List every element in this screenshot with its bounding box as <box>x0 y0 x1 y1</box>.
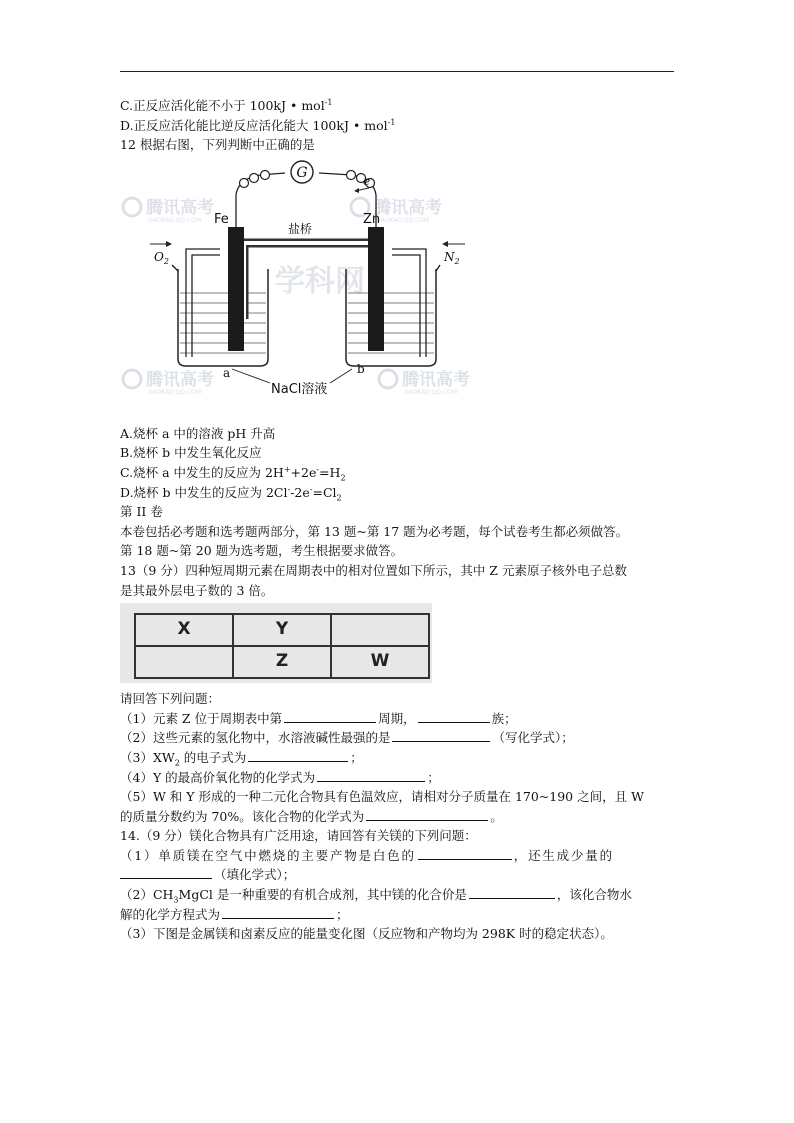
element-position-table <box>134 613 430 679</box>
q12-stem: 12 根据右图，下列判断中正确的是 <box>120 137 315 153</box>
answer-blank[interactable] <box>284 709 376 723</box>
o2-label: $O_2$ <box>154 249 169 266</box>
svg-text:腾讯高考: 腾讯高考 <box>146 197 214 218</box>
table-row <box>135 646 429 678</box>
q14-part-2-line-2: 解的化学方程式为 ； <box>120 906 349 922</box>
q13-part-2: （2）这些元素的氢化物中，水溶液碱性最强的是 （写化学式）； <box>120 730 574 746</box>
salt-bridge-label: 盐桥 <box>288 221 313 236</box>
periodic-table-excerpt <box>120 603 432 683</box>
beaker-b-label: b <box>357 361 365 376</box>
q12-option-c: C.烧杯 a 中发生的反应为 $2H^++2e^-=H_2$ <box>120 464 346 483</box>
q14-part-1-line-1: （1）单质镁在空气中燃烧的主要产物是白色的 ，还生成少量的 <box>120 847 614 863</box>
answer-blank[interactable] <box>317 768 425 782</box>
q13-stem-line-1: 13（9 分）四种短周期元素在周期表中的相对位置如下所示，其中 Z 元素原子核外电子总数 <box>120 562 627 578</box>
fe-electrode <box>228 227 244 351</box>
table-cell: W <box>331 646 429 678</box>
wire-coil <box>261 170 270 179</box>
electron-label: e- <box>363 173 373 188</box>
svg-text:腾讯高考: 腾讯高考 <box>374 197 442 218</box>
table-row <box>135 614 429 646</box>
table-cell: X <box>135 614 233 646</box>
n2-label: $N_2$ <box>444 249 460 266</box>
galvanometer-label: G <box>296 164 308 181</box>
answer-blank[interactable] <box>366 807 488 821</box>
watermark-top-left <box>123 197 214 224</box>
answer-blank[interactable] <box>469 885 555 899</box>
part-2-intro-line-1: 本卷包括必考题和选考题两部分，第 13 题~第 17 题为必考题，每个试卷考生都必须做答。 <box>120 523 629 539</box>
svg-text:腾讯高考: 腾讯高考 <box>402 369 470 390</box>
q11-option-c: C.正反应活化能不小于 100kJ • mol$^{-1}$ <box>120 97 333 113</box>
q11-option-d: D.正反应活化能比逆反应活化能大 100kJ • mol$^{-1}$ <box>120 117 396 133</box>
wire-coil <box>347 170 356 179</box>
table-cell: Z <box>233 646 331 678</box>
nacl-solution-label: NaCl溶液 <box>271 381 328 397</box>
wire-coil <box>240 178 249 187</box>
watermark-center: 学科网 <box>275 263 365 299</box>
answer-blank[interactable] <box>418 846 512 860</box>
answer-blank[interactable] <box>392 728 490 742</box>
watermark-bottom-right <box>379 369 470 396</box>
beaker-a-label: a <box>223 365 231 380</box>
header-rule <box>120 71 674 72</box>
q13-stem-line-2: 是其最外层电子数的 3 倍。 <box>120 582 274 598</box>
answer-blank[interactable] <box>248 748 348 762</box>
q12-option-a: A.烧杯 a 中的溶液 pH 升高 <box>120 425 276 441</box>
galvanic-cell-figure <box>120 161 470 416</box>
part-2-intro-line-2: 第 18 题~第 20 题为选考题，考生根据要求做答。 <box>120 543 404 559</box>
wire-coil <box>250 173 259 182</box>
solution-a-lines <box>180 293 266 353</box>
q14-stem: 14.（9 分）镁化合物具有广泛用途，请回答有关镁的下列问题： <box>120 828 477 844</box>
q13-part-5-line-2: 的质量分数约为 70%。该化合物的化学式为 。 <box>120 808 503 824</box>
table-cell <box>331 614 429 646</box>
q12-option-b: B.烧杯 b 中发生氧化反应 <box>120 445 262 461</box>
svg-text:GAOKAO.QQ.COM: GAOKAO.QQ.COM <box>404 388 458 396</box>
svg-text:GAOKAO.QQ.COM: GAOKAO.QQ.COM <box>148 216 202 224</box>
electrode-zn-label: Zn <box>363 211 381 227</box>
answer-blank[interactable] <box>418 709 490 723</box>
arrowhead-icon <box>354 188 359 193</box>
svg-text:腾讯高考: 腾讯高考 <box>146 369 214 390</box>
q14-part-1-line-2: （填化学式）； <box>120 865 676 885</box>
table-cell: Y <box>233 614 331 646</box>
watermark-bottom-left <box>123 369 214 396</box>
electrode-fe-label: Fe <box>214 211 229 227</box>
part-2-title: 第 II 卷 <box>120 504 163 520</box>
answer-blank[interactable] <box>222 905 334 919</box>
svg-text:GAOKAO.QQ.COM: GAOKAO.QQ.COM <box>376 216 430 224</box>
q13-part-1: （1）元素 Z 位于周期表中第 周期， 族； <box>120 710 517 726</box>
q14-part-3: （3）下图是金属镁和卤素反应的能量变化图（反应物和产物均为 298K 时的稳定状态）。 <box>120 926 613 942</box>
solution-b-lines <box>348 293 434 353</box>
answer-blank[interactable] <box>120 865 212 879</box>
q13-part-5-line-1: （5）W 和 Y 形成的一种二元化合物具有色温效应，请相对分子质量在 170~190 之间，且 W <box>120 789 644 805</box>
zn-electrode <box>368 227 384 351</box>
galvanic-cell-diagram <box>120 161 470 416</box>
q13-part-3: $(3)XW_2$ 的电子式为 ； <box>120 749 363 768</box>
document-body <box>120 96 676 944</box>
q14-part-2-line-1: $(2)CH_3MgCl$ 是一种重要的有机合成剂，其中镁的化合价是 ，该化合物水 <box>120 887 632 905</box>
q13-prompt: 请回答下列问题： <box>120 691 221 707</box>
q12-option-d: D.烧杯 b 中发生的反应为 $2Cl^--2e^-=Cl_2$ <box>120 484 342 503</box>
svg-text:GAOKAO.QQ.COM: GAOKAO.QQ.COM <box>148 388 202 396</box>
q13-part-4: （4）Y 的最高价氧化物的化学式为 ； <box>120 769 440 785</box>
table-cell <box>135 646 233 678</box>
